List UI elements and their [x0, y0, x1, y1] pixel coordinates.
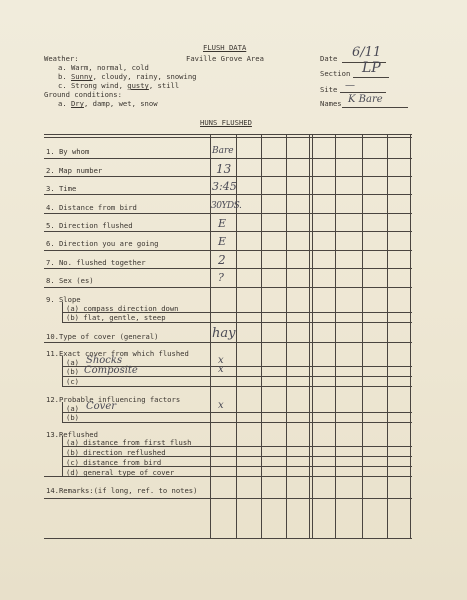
names-underline — [342, 107, 408, 108]
row-rule — [62, 422, 412, 423]
row-label-exact-cover-b: (b) — [66, 367, 79, 376]
ground-option-a — [58, 100, 158, 108]
row-label-distance: 4. Distance from bird — [46, 203, 137, 212]
ground-label: Ground conditions: — [44, 90, 122, 99]
date-label: Date — [320, 54, 338, 63]
row-label-reflushed-b: (b) direction reflushed — [66, 448, 166, 457]
row-label-factors-b: (b) — [66, 413, 79, 422]
weather-b-rest: , cloudy, rainy, snowing — [92, 72, 197, 81]
entry-cover-general: hay — [212, 326, 236, 341]
row-label-reflushed-d: (d) general type of cover — [66, 468, 175, 477]
row-label-reflushed-a: (a) distance from first flush — [66, 438, 192, 447]
row-label-map-number: 2. Map number — [46, 166, 103, 175]
row-label-sex: 8. Sex (es) — [46, 276, 94, 285]
weather-b-prefix: b. — [58, 72, 71, 81]
weather-c-selected: gusty — [127, 81, 149, 90]
entry-direction-going: E — [218, 235, 227, 248]
table-top-rule-2 — [44, 137, 412, 138]
ground-a-rest: , damp, wet, snow — [83, 99, 158, 108]
entry-no-flushed: 2 — [218, 253, 226, 267]
entry-distance: 30YDS. — [211, 201, 242, 211]
row-label-reflushed-c: (c) distance from bird — [66, 458, 162, 467]
weather-label: Weather: — [44, 54, 79, 63]
row-rule — [44, 194, 412, 195]
names-value: K Bare — [348, 94, 383, 105]
subitem-bracket — [62, 436, 63, 476]
row-label-no-flushed: 7. No. flushed together — [46, 258, 146, 267]
entry-sex: ? — [218, 271, 224, 284]
entry-cover-a: Shocks — [86, 355, 123, 366]
row-label-direction-going: 6. Direction you are going — [46, 239, 159, 248]
subitem-bracket — [62, 356, 63, 386]
weather-c-rest: , still — [148, 81, 180, 90]
ground-a-prefix: a. — [58, 99, 71, 108]
row-label-reflushed: 13.Reflushed — [46, 430, 98, 439]
row-label-time: 3. Time — [46, 184, 77, 193]
section-label: Section — [320, 69, 351, 78]
weather-c-prefix: c. Strong wind, — [58, 81, 128, 90]
row-label-slope: 9. Slope — [46, 295, 81, 304]
row-rule — [62, 386, 412, 387]
mark-cover-b: x — [218, 364, 224, 375]
entry-cover-b: Composite — [84, 365, 138, 376]
row-label-exact-cover-c: (c) — [66, 377, 79, 386]
row-rule — [44, 250, 412, 251]
form-subtitle: HUNS FLUSHED — [200, 118, 252, 127]
row-label-exact-cover-a: (a) — [66, 358, 79, 367]
row-rule — [44, 176, 412, 177]
subitem-bracket — [62, 302, 63, 322]
row-label-factors-a: (a) — [66, 404, 79, 413]
row-rule — [44, 268, 412, 269]
site-underline — [340, 92, 386, 93]
names-label: Names — [320, 99, 342, 108]
entry-time: 3:45 — [212, 180, 237, 193]
subitem-bracket — [62, 402, 63, 422]
form-title: FLUSH DATA — [203, 43, 247, 52]
section-value: LP — [362, 60, 381, 76]
row-rule — [44, 231, 412, 232]
row-rule — [44, 342, 412, 343]
site-value: — — [345, 80, 355, 91]
row-label-by-whom: 1. By whom — [46, 147, 90, 156]
row-rule — [62, 322, 412, 323]
table-bottom-rule — [44, 538, 412, 539]
mark-cover-a: x — [218, 355, 224, 366]
row-rule — [44, 213, 412, 214]
entry-by-whom: Bare — [212, 146, 234, 156]
row-label-influencing-factors: 12.Probable influencing factors — [46, 395, 181, 404]
date-value: 6/11 — [352, 45, 382, 60]
entry-map-number: 13 — [216, 162, 232, 176]
section-underline — [353, 77, 389, 78]
mark-factor-a: x — [218, 400, 224, 411]
row-rule — [44, 287, 412, 288]
table-top-rule — [44, 134, 412, 135]
weather-option-c — [58, 82, 179, 90]
row-rule — [44, 498, 412, 499]
row-label-slope-b: (b) flat, gentle, steep — [66, 313, 166, 322]
ground-a-selected: Dry — [70, 99, 84, 108]
row-label-remarks: 14.Remarks:(if long, ref. to notes) — [46, 486, 198, 495]
weather-b-selected: Sunny — [70, 72, 93, 81]
row-label-exact-cover: 11.Exact cover from which flushed — [46, 349, 189, 358]
row-label-slope-a: (a) compass direction down — [66, 304, 179, 313]
area-name: Faville Grove Area — [186, 54, 264, 63]
row-label-cover-general: 10.Type of cover (general) — [46, 332, 159, 341]
entry-factor-a: Cover — [86, 401, 117, 412]
row-rule — [44, 158, 412, 159]
weather-option-b — [58, 73, 196, 81]
row-label-direction-flushed: 5. Direction flushed — [46, 221, 133, 230]
site-label: Site — [320, 85, 338, 94]
weather-option-a: a. Warm, normal, cold — [58, 63, 149, 72]
entry-direction-flushed: E — [218, 217, 227, 230]
